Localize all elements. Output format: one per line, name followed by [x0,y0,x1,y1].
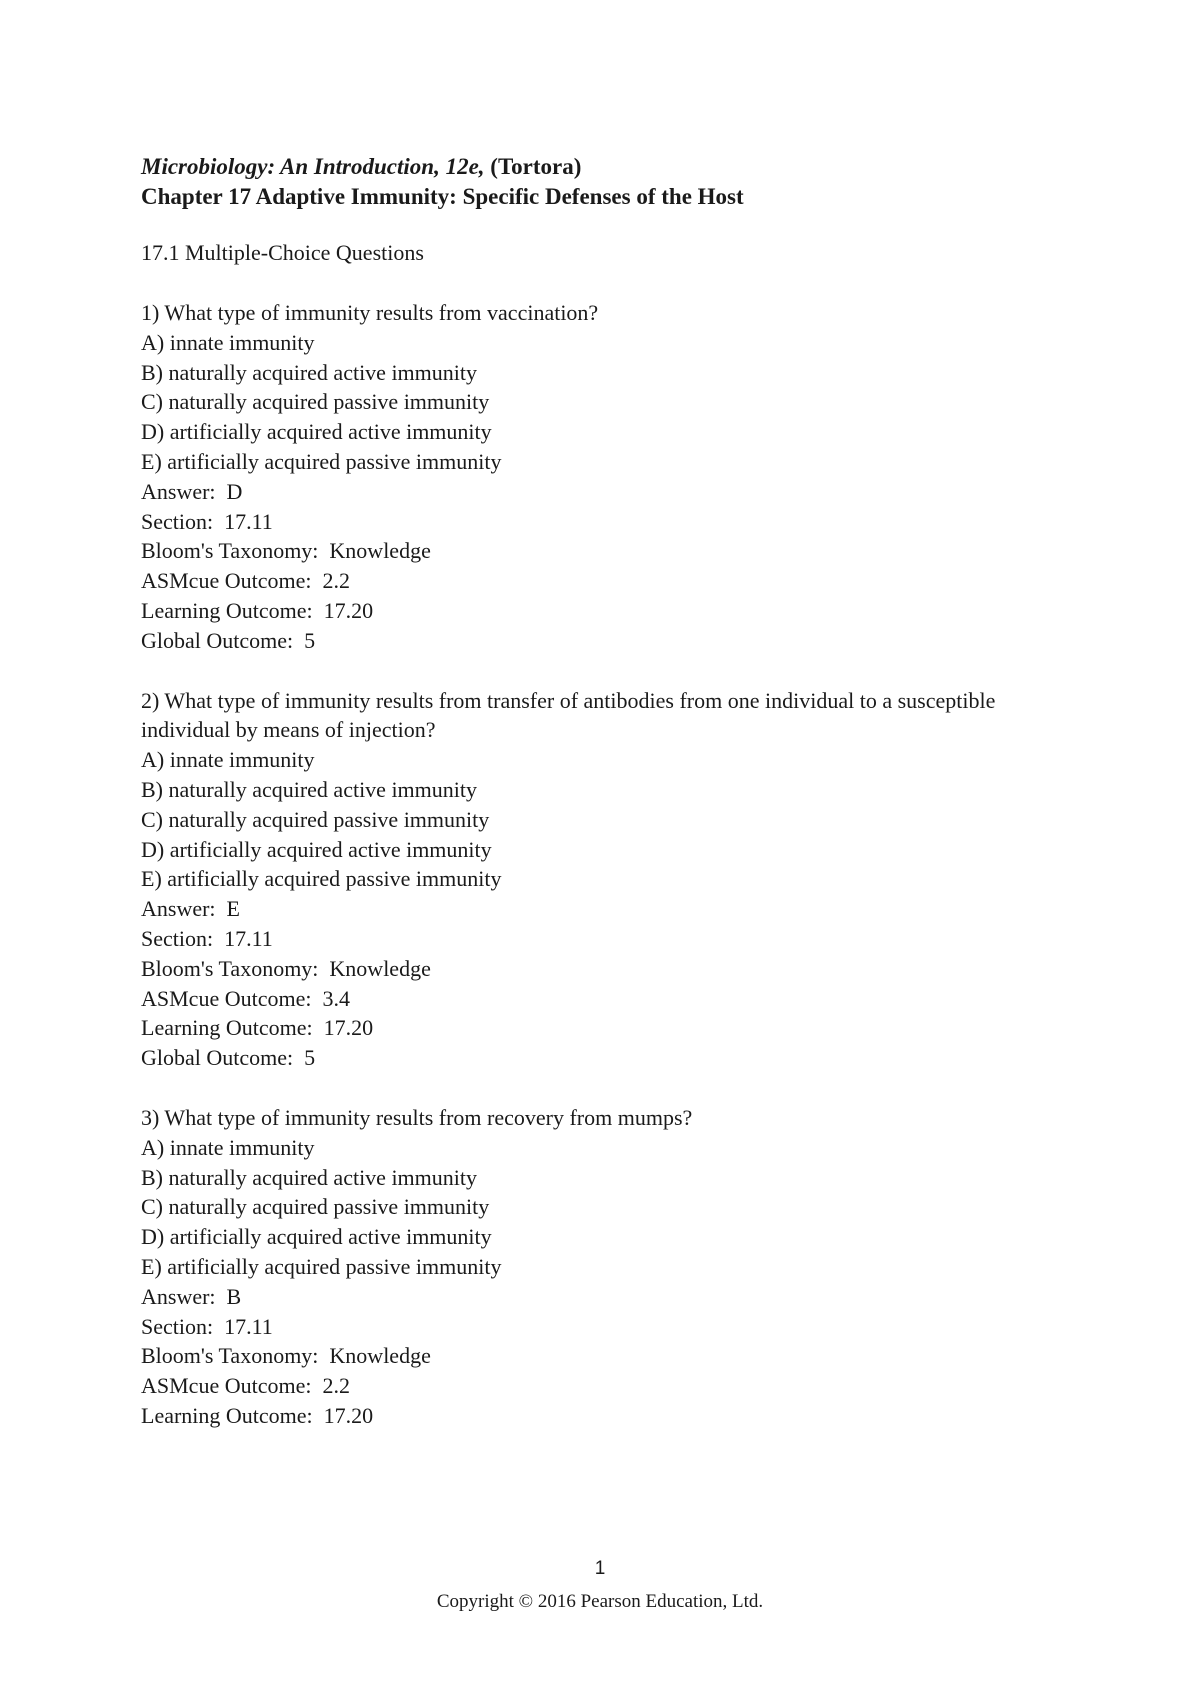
answer-option: E) artificially acquired passive immunity [141,866,502,892]
chapter-title: Chapter 17 Adaptive Immunity: Specific Defenses of the Host [141,184,744,209]
question-metadata: ASMcue Outcome: 2.2 [141,568,350,594]
question-metadata: Section: 17.11 [141,1313,273,1339]
question-metadata: Bloom's Taxonomy: Knowledge [141,538,431,564]
answer-option: E) artificially acquired passive immunity [141,1253,502,1279]
question-block [141,686,1101,1073]
question-stem: individual by means of injection? [141,717,436,743]
page-number: 1 [594,1558,606,1579]
question-metadata: Section: 17.11 [141,508,273,534]
question-metadata: Learning Outcome: 17.20 [141,1015,374,1041]
question-metadata: ASMcue Outcome: 3.4 [141,985,350,1011]
section-heading: 17.1 Multiple-Choice Questions [141,240,424,265]
question-list [141,298,1101,1431]
question-metadata: Answer: E [141,896,240,922]
answer-option: B) naturally acquired active immunity [141,359,478,385]
book-title: Microbiology: An Introduction, 12e, [141,154,485,179]
answer-option: D) artificially acquired active immunity [141,1224,492,1250]
page-content [141,152,1101,1431]
answer-option: D) artificially acquired active immunity [141,836,492,862]
answer-option: D) artificially acquired active immunity [141,419,492,445]
answer-option: C) naturally acquired passive immunity [141,806,490,832]
answer-option: C) naturally acquired passive immunity [141,1194,490,1220]
copyright-notice: Copyright © 2016 Pearson Education, Ltd. [436,1591,764,1612]
question-metadata: Global Outcome: 5 [141,1045,316,1071]
question-stem: 3) What type of immunity results from recovery from mumps? [141,1104,693,1130]
question-metadata: Learning Outcome: 17.20 [141,1402,374,1428]
question-stem: 1) What type of immunity results from vaccination? [141,300,599,325]
question-metadata: ASMcue Outcome: 2.2 [141,1373,350,1399]
answer-option: B) naturally acquired active immunity [141,1164,478,1190]
question-metadata: Bloom's Taxonomy: Knowledge [141,1343,431,1369]
question-block [141,1103,1101,1431]
answer-option: B) naturally acquired active immunity [141,776,478,802]
question-metadata: Section: 17.11 [141,925,273,951]
book-title-line [141,152,1101,182]
answer-option: E) artificially acquired passive immunity [141,448,502,474]
answer-option: A) innate immunity [141,1134,315,1160]
answer-option: A) innate immunity [141,747,315,773]
answer-option: C) naturally acquired passive immunity [141,389,490,415]
question-metadata: Answer: B [141,1283,242,1309]
book-author: (Tortora) [490,154,582,179]
question-metadata: Bloom's Taxonomy: Knowledge [141,955,431,981]
answer-option: A) innate immunity [141,329,315,355]
question-metadata: Learning Outcome: 17.20 [141,597,374,623]
question-block [141,298,1101,656]
question-metadata: Answer: D [141,478,243,504]
question-stem: 2) What type of immunity results from transfer of antibodies from one individual to a susceptible [141,687,996,713]
question-metadata: Global Outcome: 5 [141,627,316,653]
